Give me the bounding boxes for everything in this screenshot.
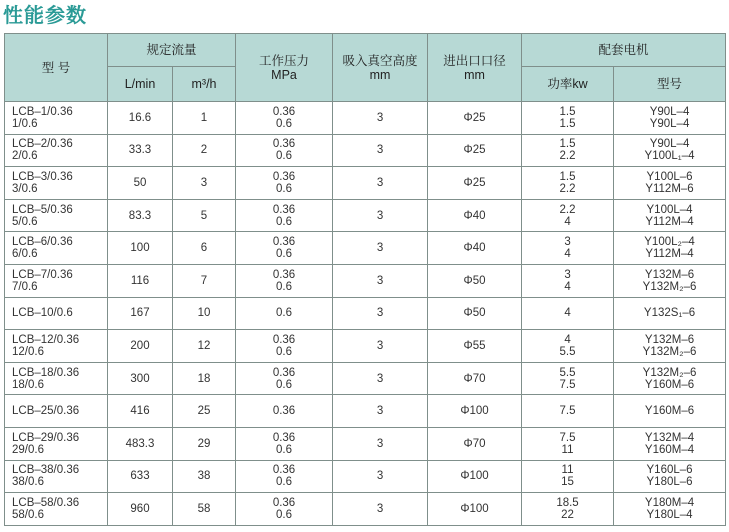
cell-model-line: 18/0.6 xyxy=(12,378,44,391)
header-flow: 规定流量 xyxy=(108,34,236,67)
table-row xyxy=(5,362,726,395)
cell-motor-model xyxy=(614,427,726,460)
header-motor: 配套电机 xyxy=(522,34,726,67)
cell-suction: 3 xyxy=(333,330,428,363)
cell-model-line: LCB–29/0.36 xyxy=(12,431,80,444)
cell-motor-model xyxy=(614,297,726,330)
cell-motor-model-line: Y112M–6 xyxy=(645,182,694,195)
cell-model-line: LCB–1/0.36 xyxy=(12,105,73,118)
cell-power xyxy=(522,395,614,428)
cell-motor-model-line: Y160M–6 xyxy=(644,378,695,391)
cell-pressure xyxy=(236,102,333,135)
cell-flow-lmin: 100 xyxy=(108,232,173,265)
cell-flow-lmin: 960 xyxy=(108,493,173,526)
header-pressure xyxy=(236,34,333,102)
cell-model-line: LCB–7/0.36 xyxy=(12,268,73,281)
cell-model-line: 3/0.6 xyxy=(12,182,38,195)
cell-model xyxy=(5,395,108,428)
cell-suction: 3 xyxy=(333,134,428,167)
cell-suction: 3 xyxy=(333,362,428,395)
cell-flow-lmin: 33.3 xyxy=(108,134,173,167)
cell-pressure-line: 0.6 xyxy=(276,508,293,521)
cell-pressure xyxy=(236,134,333,167)
cell-power-line: 4 xyxy=(564,215,571,228)
cell-flow-lmin: 83.3 xyxy=(108,199,173,232)
cell-power-line: 18.5 xyxy=(556,496,579,509)
cell-pressure-line: 0.36 xyxy=(272,496,296,509)
cell-flow-m3h: 6 xyxy=(173,232,236,265)
cell-model xyxy=(5,264,108,297)
cell-pressure-line: 0.36 xyxy=(272,431,296,444)
cell-flow-lmin: 16.6 xyxy=(108,102,173,135)
cell-pressure xyxy=(236,297,333,330)
cell-power-line: 7.5 xyxy=(559,378,576,391)
cell-model-line: 6/0.6 xyxy=(12,248,38,261)
cell-pressure xyxy=(236,493,333,526)
cell-power xyxy=(522,264,614,297)
header-port-label: 进出口口径 xyxy=(443,53,506,68)
cell-suction: 3 xyxy=(333,232,428,265)
cell-power-line: 7.5 xyxy=(559,431,576,444)
cell-power xyxy=(522,362,614,395)
cell-port: Φ100 xyxy=(428,460,522,493)
cell-pressure-line: 0.36 xyxy=(272,268,296,281)
cell-power xyxy=(522,460,614,493)
cell-pressure xyxy=(236,330,333,363)
cell-suction: 3 xyxy=(333,199,428,232)
cell-suction: 3 xyxy=(333,264,428,297)
cell-model-line: LCB–58/0.36 xyxy=(12,496,80,509)
page-title: 性能参数 xyxy=(3,3,87,27)
cell-flow-m3h: 5 xyxy=(173,199,236,232)
cell-model-line: 12/0.6 xyxy=(12,345,44,358)
table-row xyxy=(5,102,726,135)
cell-power-line: 11 xyxy=(561,464,574,477)
cell-pressure-line: 0.36 xyxy=(272,333,296,346)
cell-model-line: 2/0.6 xyxy=(12,150,38,163)
cell-pressure-line: 0.6 xyxy=(276,150,293,163)
cell-motor-model xyxy=(614,395,726,428)
cell-flow-lmin: 50 xyxy=(108,167,173,200)
cell-suction: 3 xyxy=(333,460,428,493)
cell-model-line: LCB–18/0.36 xyxy=(12,366,80,379)
cell-suction: 3 xyxy=(333,167,428,200)
cell-suction: 3 xyxy=(333,395,428,428)
cell-power xyxy=(522,167,614,200)
cell-power-line: 15 xyxy=(561,476,574,489)
cell-pressure-line: 0.36 xyxy=(272,105,296,118)
cell-flow-m3h: 58 xyxy=(173,493,236,526)
cell-pressure xyxy=(236,232,333,265)
cell-model xyxy=(5,199,108,232)
cell-port: Φ100 xyxy=(428,493,522,526)
cell-model-line: LCB–5/0.36 xyxy=(12,203,73,216)
cell-port: Φ100 xyxy=(428,395,522,428)
cell-flow-m3h: 25 xyxy=(173,395,236,428)
header-port-unit: mm xyxy=(464,67,485,82)
cell-power-line: 4 xyxy=(564,307,571,320)
cell-power xyxy=(522,102,614,135)
cell-model xyxy=(5,460,108,493)
header-port xyxy=(428,34,522,102)
cell-motor-model-line: Y112M–4 xyxy=(645,215,694,228)
cell-power-line: 2.2 xyxy=(559,203,576,216)
cell-motor-model-line: Y132M₂–6 xyxy=(642,280,697,293)
cell-pressure-line: 0.36 xyxy=(272,170,296,183)
cell-pressure-line: 0.6 xyxy=(276,182,293,195)
cell-motor-model-line: Y100L₂–4 xyxy=(644,236,695,249)
cell-power-line: 3 xyxy=(564,268,571,281)
cell-motor-model-line: Y132M₂–6 xyxy=(642,345,697,358)
cell-motor-model-line: Y100L–6 xyxy=(646,170,693,183)
cell-flow-lmin: 116 xyxy=(108,264,173,297)
cell-power xyxy=(522,427,614,460)
cell-motor-model-line: Y132S₁–6 xyxy=(643,307,696,320)
cell-motor-model xyxy=(614,167,726,200)
cell-power xyxy=(522,199,614,232)
cell-flow-m3h: 2 xyxy=(173,134,236,167)
cell-motor-model xyxy=(614,460,726,493)
cell-model-line: LCB–6/0.36 xyxy=(12,236,73,249)
table-row xyxy=(5,232,726,265)
cell-power-line: 1.5 xyxy=(559,170,576,183)
cell-port: Φ50 xyxy=(428,264,522,297)
cell-power-line: 1.5 xyxy=(559,105,576,118)
cell-motor-model xyxy=(614,493,726,526)
table-body xyxy=(5,102,726,526)
cell-flow-lmin: 416 xyxy=(108,395,173,428)
cell-pressure-line: 0.6 xyxy=(276,378,293,391)
cell-motor-model-line: Y160M–4 xyxy=(644,443,695,456)
table-row xyxy=(5,297,726,330)
cell-motor-model xyxy=(614,199,726,232)
cell-motor-model-line: Y180L–4 xyxy=(646,508,693,521)
cell-model xyxy=(5,362,108,395)
cell-port: Φ40 xyxy=(428,232,522,265)
table-row xyxy=(5,395,726,428)
cell-motor-model-line: Y132M–4 xyxy=(644,431,695,444)
cell-motor-model-line: Y160L–6 xyxy=(646,464,693,477)
cell-flow-m3h: 29 xyxy=(173,427,236,460)
cell-pressure-line: 0.36 xyxy=(272,366,296,379)
header-suction-label: 吸入真空高度 xyxy=(342,53,418,68)
cell-model xyxy=(5,134,108,167)
header-flow-m3h: m³/h xyxy=(173,67,236,102)
header-pressure-label: 工作压力 xyxy=(259,53,310,68)
cell-flow-lmin: 200 xyxy=(108,330,173,363)
cell-pressure-line: 0.36 xyxy=(272,464,296,477)
cell-power xyxy=(522,493,614,526)
cell-flow-m3h: 12 xyxy=(173,330,236,363)
cell-power xyxy=(522,330,614,363)
header-suction xyxy=(333,34,428,102)
cell-motor-model-line: Y90L–4 xyxy=(649,105,690,118)
cell-model xyxy=(5,427,108,460)
cell-flow-lmin: 167 xyxy=(108,297,173,330)
cell-pressure-line: 0.6 xyxy=(276,476,293,489)
cell-model-line: LCB–3/0.36 xyxy=(12,170,73,183)
cell-model xyxy=(5,232,108,265)
cell-motor-model xyxy=(614,102,726,135)
cell-motor-model-line: Y100L–4 xyxy=(646,203,693,216)
cell-power-line: 4 xyxy=(564,333,571,346)
cell-model xyxy=(5,102,108,135)
cell-suction: 3 xyxy=(333,297,428,330)
table-row xyxy=(5,167,726,200)
cell-model-line: 29/0.6 xyxy=(12,443,44,456)
table-row xyxy=(5,460,726,493)
header-model: 型 号 xyxy=(5,34,108,102)
header-flow-lmin: L/min xyxy=(108,67,173,102)
cell-model-line: LCB–2/0.36 xyxy=(12,138,73,151)
cell-flow-lmin: 633 xyxy=(108,460,173,493)
header-suction-unit: mm xyxy=(369,67,391,82)
cell-power-line: 1.5 xyxy=(559,138,576,151)
cell-flow-m3h: 18 xyxy=(173,362,236,395)
cell-pressure-line: 0.6 xyxy=(276,280,293,293)
cell-power xyxy=(522,297,614,330)
cell-power-line: 4 xyxy=(564,248,571,261)
cell-power-line: 7.5 xyxy=(559,405,576,418)
cell-motor-model-line: Y132M₂–6 xyxy=(642,366,697,379)
cell-power-line: 22 xyxy=(561,508,574,521)
cell-port: Φ25 xyxy=(428,102,522,135)
cell-pressure-line: 0.6 xyxy=(276,345,293,358)
cell-flow-m3h: 38 xyxy=(173,460,236,493)
cell-flow-lmin: 300 xyxy=(108,362,173,395)
cell-model-line: 58/0.6 xyxy=(12,508,44,521)
cell-model-line: 7/0.6 xyxy=(12,280,38,293)
cell-pressure-line: 0.6 xyxy=(276,117,293,130)
cell-flow-m3h: 1 xyxy=(173,102,236,135)
cell-motor-model-line: Y160M–6 xyxy=(644,405,695,418)
cell-port: Φ70 xyxy=(428,427,522,460)
table-row xyxy=(5,493,726,526)
cell-motor-model-line: Y180L–6 xyxy=(646,476,693,489)
table-row xyxy=(5,199,726,232)
cell-port: Φ70 xyxy=(428,362,522,395)
cell-pressure xyxy=(236,167,333,200)
cell-motor-model-line: Y90L–4 xyxy=(649,117,690,130)
cell-motor-model xyxy=(614,362,726,395)
cell-motor-model-line: Y180M–4 xyxy=(644,496,695,509)
cell-port: Φ50 xyxy=(428,297,522,330)
cell-power-line: 2.2 xyxy=(559,182,576,195)
cell-pressure-line: 0.36 xyxy=(272,203,296,216)
table-row xyxy=(5,134,726,167)
cell-power xyxy=(522,232,614,265)
cell-pressure xyxy=(236,264,333,297)
cell-power-line: 2.2 xyxy=(559,150,576,163)
cell-motor-model-line: Y132M–6 xyxy=(644,268,695,281)
cell-pressure xyxy=(236,395,333,428)
cell-model xyxy=(5,297,108,330)
cell-pressure xyxy=(236,199,333,232)
table-row xyxy=(5,427,726,460)
cell-power xyxy=(522,134,614,167)
cell-model xyxy=(5,493,108,526)
cell-model-line: LCB–12/0.36 xyxy=(12,333,80,346)
cell-power-line: 5.5 xyxy=(559,366,576,379)
cell-power-line: 1.5 xyxy=(559,117,576,130)
cell-port: Φ25 xyxy=(428,134,522,167)
cell-model-line: 1/0.6 xyxy=(12,117,38,130)
cell-motor-model xyxy=(614,264,726,297)
cell-pressure-line: 0.36 xyxy=(272,236,296,249)
header-pressure-unit: MPa xyxy=(271,67,297,82)
cell-port: Φ25 xyxy=(428,167,522,200)
cell-model-line: 38/0.6 xyxy=(12,476,44,489)
cell-motor-model-line: Y132M–6 xyxy=(644,333,695,346)
cell-pressure-line: 0.6 xyxy=(276,443,293,456)
cell-pressure xyxy=(236,460,333,493)
cell-pressure-line: 0.6 xyxy=(276,307,293,320)
cell-motor-model xyxy=(614,330,726,363)
cell-pressure-line: 0.6 xyxy=(276,248,293,261)
cell-model-line: LCB–38/0.36 xyxy=(12,464,80,477)
cell-flow-m3h: 3 xyxy=(173,167,236,200)
cell-pressure xyxy=(236,362,333,395)
header-power: 功率kw xyxy=(522,67,614,102)
performance-table xyxy=(4,33,726,526)
cell-model xyxy=(5,167,108,200)
cell-port: Φ55 xyxy=(428,330,522,363)
cell-suction: 3 xyxy=(333,102,428,135)
cell-motor-model-line: Y100L₁–4 xyxy=(644,150,695,163)
cell-port: Φ40 xyxy=(428,199,522,232)
cell-motor-model-line: Y90L–4 xyxy=(649,138,690,151)
cell-model-line: LCB–10/0.6 xyxy=(12,307,73,320)
cell-pressure xyxy=(236,427,333,460)
table-row xyxy=(5,264,726,297)
cell-pressure-line: 0.36 xyxy=(272,405,296,418)
cell-motor-model xyxy=(614,134,726,167)
cell-power-line: 5.5 xyxy=(559,345,576,358)
cell-flow-lmin: 483.3 xyxy=(108,427,173,460)
cell-motor-model-line: Y112M–4 xyxy=(645,248,694,261)
cell-model xyxy=(5,330,108,363)
cell-model-line: LCB–25/0.36 xyxy=(12,405,80,418)
cell-model-line: 5/0.6 xyxy=(12,215,38,228)
cell-flow-m3h: 10 xyxy=(173,297,236,330)
cell-power-line: 11 xyxy=(561,443,574,456)
cell-suction: 3 xyxy=(333,427,428,460)
cell-suction: 3 xyxy=(333,493,428,526)
header-motor-model: 型号 xyxy=(614,67,726,102)
cell-power-line: 4 xyxy=(564,280,571,293)
table-row xyxy=(5,330,726,363)
cell-power-line: 3 xyxy=(564,236,571,249)
cell-pressure-line: 0.6 xyxy=(276,215,293,228)
cell-flow-m3h: 7 xyxy=(173,264,236,297)
cell-motor-model xyxy=(614,232,726,265)
cell-pressure-line: 0.36 xyxy=(272,138,296,151)
